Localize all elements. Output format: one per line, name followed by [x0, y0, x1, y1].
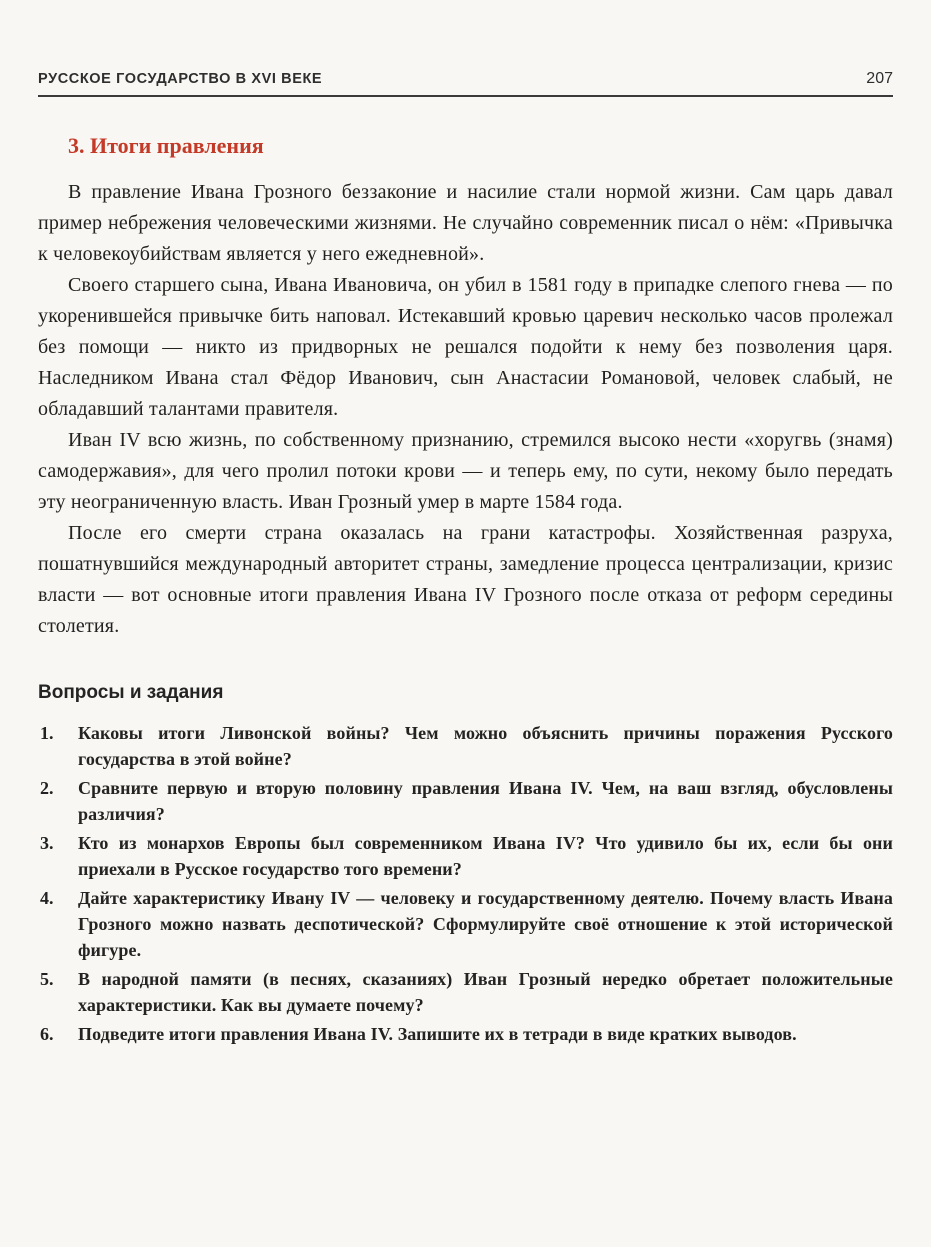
questions-heading: Вопросы и задания — [38, 682, 224, 703]
question-text: Подведите итоги правления Ивана IV. Запишите их в тетради в виде кратких выводов. — [78, 1024, 797, 1044]
question-number: 6. — [40, 1024, 54, 1044]
question-item — [38, 830, 893, 882]
question-number: 2. — [40, 778, 54, 798]
question-number: 1. — [40, 723, 54, 743]
question-number: 3. — [40, 833, 54, 853]
running-head — [38, 70, 893, 97]
page-number: 207 — [866, 70, 893, 87]
paragraph: Своего старшего сына, Ивана Ивановича, он убил в 1581 году в припадке слепого гнева — по укоренившейся привычке бить наповал. Истекавший кровью царевич несколько часов пролежал без помощи — никто из придворных не решался подойти к нему без позволения царя. Наследником Ивана стал Фёдор Иванович, сын Анастасии Романовой, человек слабый, не обладавший талантами правителя. — [38, 274, 893, 420]
section-title: 3. Итоги правления — [68, 133, 264, 158]
question-text: Каковы итоги Ливонской войны? Чем можно объяснить причины поражения Русского государства в этой войне? — [78, 723, 893, 769]
question-item — [38, 885, 893, 963]
question-text: Дайте характеристику Ивану IV — человеку и государственному деятелю. Почему власть Ивана Грозного можно назвать деспотической? Сформулируйте своё отношение к этой исторической фигуре. — [78, 888, 893, 960]
question-item — [38, 775, 893, 827]
question-text: Сравните первую и вторую половину правления Ивана IV. Чем, на ваш взгляд, обусловлены различия? — [78, 778, 893, 824]
question-number: 4. — [40, 888, 54, 908]
question-number: 5. — [40, 969, 54, 989]
chapter-running-title: РУССКОЕ ГОСУДАРСТВО В XVI ВЕКЕ — [38, 71, 323, 87]
paragraph: В правление Ивана Грозного беззаконие и насилие стали нормой жизни. Сам царь давал пример небрежения человеческими жизнями. Не случайно современник писал о нём: «Привычка к человекоубийствам является у него ежедневной». — [38, 181, 893, 265]
paragraph: После его смерти страна оказалась на грани катастрофы. Хозяйственная разруха, пошатнувшийся международный авторитет страны, замедление процесса централизации, кризис власти — вот основные итоги правления Ивана IV Грозного после отказа от реформ середины столетия. — [38, 522, 893, 637]
question-text: Кто из монархов Европы был современником Ивана IV? Что удивило бы их, если бы они приехали в Русское государство того времени? — [78, 833, 893, 879]
question-item — [38, 966, 893, 1018]
paragraph: Иван IV всю жизнь, по собственному признанию, стремился высоко нести «хоругвь (знамя) самодержавия», для чего пролил потоки крови — и теперь ему, по сути, некому было передать эту неограниченную власть. Иван Грозный умер в марте 1584 года. — [38, 429, 893, 513]
question-item — [38, 1021, 893, 1047]
question-text: В народной памяти (в песнях, сказаниях) Иван Грозный нередко обретает положительные характеристики. Как вы думаете почему? — [78, 969, 893, 1015]
questions-list — [38, 720, 893, 1047]
body-text — [38, 177, 893, 642]
question-item — [38, 720, 893, 772]
